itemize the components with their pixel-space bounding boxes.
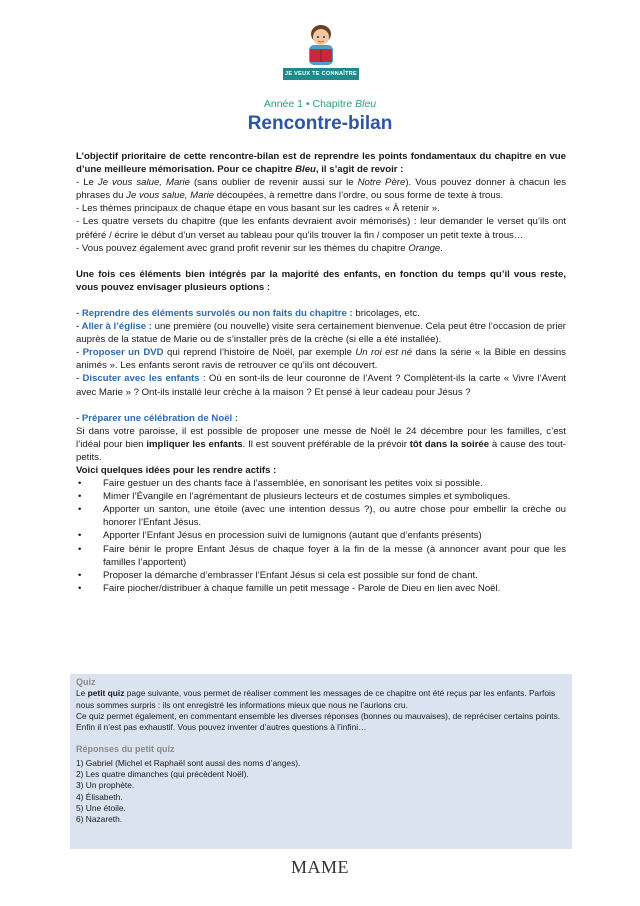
list-item: • Faire piocher/distribuer à chaque famille un petit message - Parole de Dieu en lien avec Noël.: [76, 582, 566, 595]
answers-heading: Réponses du petit quiz: [76, 744, 175, 755]
option-3-text-c: dans la série « la Bible en dessins animés ». Les enfants seront ravis de retrouver ce qu’ils ont découvert.: [76, 347, 566, 372]
option-5-text-b: impliquer les enfants: [146, 438, 243, 450]
quiz-text-1: [76, 688, 566, 711]
intro-line-1d: Notre Père: [357, 177, 406, 189]
intro-line-1c: (sans oublier de revenir aussi sur le: [189, 177, 358, 189]
intro-line-4b: Orange: [408, 242, 441, 254]
option-5-text-d: tôt dans la soirée: [409, 438, 490, 450]
option-4-heading: - Discuter avec les enfants: [76, 373, 200, 385]
intro-lead: L’objectif prioritaire de cette rencontre-bilan est de reprendre les points fondamentaux du chapitre en vue d’une meilleure mémorisation. Pour ce chapitre: [76, 151, 566, 176]
intro-line-1f: Je vous salue, Marie: [126, 190, 215, 202]
option-4-text: : Où en sont-ils de leur couronne de l’Avent ? Complètent-ils la carte « Vivre l’Avent avec Marie » ? Ont-ils installé leur crèche à la maison ? Et pensé à leur cadeau pour Jésus ?: [76, 373, 566, 398]
quiz-text-1a: Le: [76, 688, 88, 699]
option-1-heading: - Reprendre des éléments survolés ou non faits du chapitre :: [76, 307, 353, 319]
intro-line-4a: - Vous pouvez également avec grand profit revenir sur les thèmes du chapitre: [76, 242, 409, 254]
intro-line-3: - Les quatre versets du chapitre (que les enfants devraient avoir mémorisés) : leur demander le verset qu’ils ont préféré / écrire le début d’un verset au tableau pour qu’ils trouver la fin / composer un petit texte à trous…: [76, 216, 566, 241]
quiz-text-2: Ce quiz permet également, en commentant ensemble les diverses réponses (bonnes ou mauvaises), de repréciser certains points. Enfin il n’est pas exhaustif. Vous pouvez inventer d’autres questions à l’infini…: [76, 710, 561, 733]
list-item: • Faire bénir le propre Enfant Jésus de chaque foyer à la fin de la messe (à annoncer avant pour que les familles l’apportent): [76, 543, 566, 569]
kicker-chapter: Bleu: [355, 98, 377, 110]
list-item: 6) Nazareth.: [76, 814, 123, 825]
list-item: 4) Élisabeth.: [76, 791, 123, 802]
ideas-list: [76, 477, 566, 595]
list-item: 1) Gabriel (Michel et Raphaël sont aussi des noms d’anges).: [76, 757, 301, 768]
intro-line-2: - Les thèmes principaux de chaque étape en vous basant sur les cadres « À retenir ».: [76, 203, 440, 215]
option-3-heading: - Proposer un DVD: [76, 347, 164, 359]
publisher-logo: MAME: [290, 857, 349, 877]
child-reading-book-icon: [283, 22, 359, 70]
option-list: [76, 307, 566, 399]
intro-lead-end: , il s’agit de revoir :: [315, 164, 404, 176]
main-content: [76, 150, 566, 595]
intro-paragraph: [76, 150, 566, 255]
intro-line-1a: - Le: [76, 177, 98, 189]
chapter-kicker: [0, 98, 640, 110]
option-3-text-a: qui reprend l’histoire de Noël, par exemple: [163, 347, 356, 359]
celebration-section: [76, 412, 566, 477]
list-item: • Mimer l’Évangile en l’agrémentant de plusieurs lecteurs et de costumes simples et symboliques.: [76, 490, 566, 503]
list-item: 5) Une étoile.: [76, 802, 126, 813]
option-2-text: une première (ou nouvelle) visite sera certainement bienvenue. Cela peut être l’occasion de prier auprès de la statue de Marie ou de s’installer près de la crèche (si elle a été installée).: [76, 321, 566, 346]
ideas-heading: Voici quelques idées pour les rendre actifs :: [76, 464, 277, 476]
answers-list: [76, 758, 566, 826]
list-item: • Faire gestuer un des chants face à l’assemblée, en sonorisant les petites voix si possible.: [76, 477, 566, 490]
list-item: • Apporter l’Enfant Jésus en procession suivi de lumignons (autant que d’enfants présents): [76, 529, 566, 542]
list-item: 3) Un prophète.: [76, 780, 135, 791]
intro-line-4c: .: [440, 242, 443, 254]
quiz-heading: Quiz: [76, 677, 96, 687]
intro-lead-chapter: Bleu: [295, 164, 316, 176]
options-lead: Une fois ces éléments bien intégrés par la majorité des enfants, en fonction du temps qu’il vous reste, vous pouvez envisager plusieurs options :: [76, 268, 566, 293]
option-5-text-e: à cause des tout-petits.: [76, 438, 566, 463]
intro-line-1e: ). Vous pouvez donner à chacun les phrases du: [76, 177, 566, 202]
option-1-text: bricolages, etc.: [352, 307, 420, 319]
quiz-box: [70, 674, 572, 849]
brand-logo: [283, 22, 359, 84]
option-3-text-b: Un roi est né: [355, 347, 413, 359]
list-item: • Proposer la démarche d’embrasser l’Enfant Jésus si cela est possible sur fond de chant.: [76, 569, 566, 582]
intro-line-1b: Je vous salue, Marie: [97, 177, 190, 189]
page-title: Rencontre-bilan: [247, 113, 393, 134]
quiz-text-1c: page suivante, vous permet de réaliser comment les messages de ce chapitre ont été reçus par les enfants. Parfois nous sommes surpris : ils ont enregistré les informations mieux que nous ne l’aurions cru.: [76, 688, 556, 710]
kicker-prefix: Année 1 • Chapitre: [263, 98, 356, 110]
list-item: • Apporter un santon, une étoile (avec une intention dessus ?), ou autre chose pour embellir la crèche ou honorer l’Enfant Jésus.: [76, 503, 566, 529]
option-5-text-c: . Il est souvent préférable de la prévoir: [242, 438, 410, 450]
list-item: 2) Les quatre dimanches (qui précèdent Noël).: [76, 769, 249, 780]
option-5-text-a: Si dans votre paroisse, il est possible de proposer une messe de Noël le 24 décembre pour les familles, c’est l’idéal pour bien: [76, 425, 566, 450]
option-2-heading: - Aller à l’église :: [76, 321, 152, 333]
logo-banner: JE VEUX TE CONNAÎTRE: [283, 68, 359, 80]
option-5-heading: - Préparer une célébration de Noël :: [76, 412, 239, 424]
intro-line-1g: découpées, à remettre dans l’ordre, ou sous forme de texte à trous.: [214, 190, 504, 202]
quiz-text-1b: petit quiz: [87, 688, 125, 699]
